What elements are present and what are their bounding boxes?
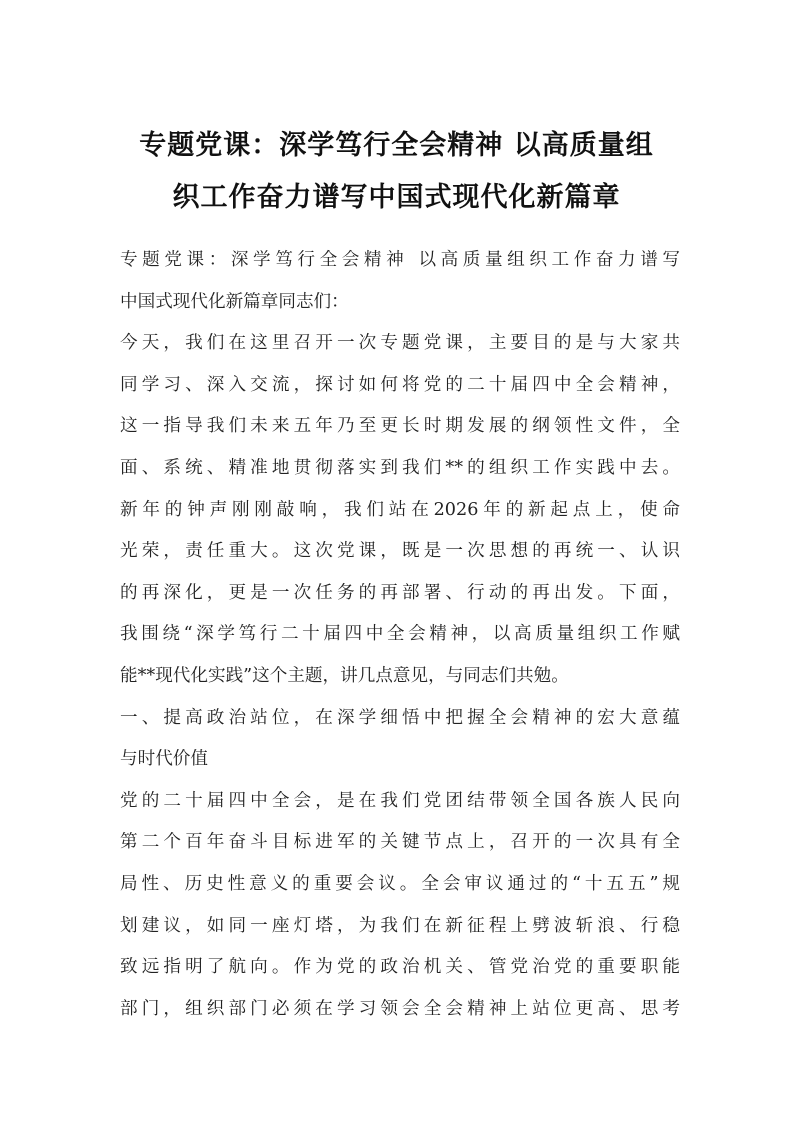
body-line: 的再深化，更是一次任务的再部署、行动的再出发。下面， — [120, 582, 680, 603]
body-line: 今天，我们在这里召开一次专题党课，主要目的是与大家共 — [120, 333, 680, 354]
title-line: 织工作奋力谱写中国式现代化新篇章 — [172, 182, 621, 213]
body-line: 我围绕“深学笃行二十届四中全会精神，以高质量组织工作赋 — [120, 624, 680, 645]
body-line: 第二个百年奋斗目标进军的关键节点上，召开的一次具有全 — [120, 832, 680, 853]
section-heading-line: 与时代价值 — [120, 749, 208, 770]
body-line: 这一指导我们未来五年乃至更长时期发展的纲领性文件，全 — [120, 416, 680, 437]
body-line: 能**现代化实践”这个主题，讲几点意见，与同志们共勉。 — [120, 665, 569, 686]
body-line: 部门，组织部门必须在学习领会全会精神上站位更高、思考 — [120, 998, 680, 1019]
body-line: 划建议，如同一座灯塔，为我们在新征程上劈波斩浪、行稳 — [120, 915, 680, 936]
body-line: 党的二十届四中全会，是在我们党团结带领全国各族人民向 — [120, 790, 680, 811]
body-line: 局性、历史性意义的重要会议。全会审议通过的“十五五”规 — [120, 873, 680, 894]
body-line: 专题党课：深学笃行全会精神 以高质量组织工作奋力谱写 — [120, 250, 680, 270]
body-line: 致远指明了航向。作为党的政治机关、管党治党的重要职能 — [120, 957, 680, 978]
title-line: 专题党课：深学笃行全会精神 以高质量组 — [139, 130, 654, 161]
document-body — [120, 240, 680, 1030]
document-title — [80, 120, 713, 224]
body-line: 同学习、深入交流，探讨如何将党的二十届四中全会精神， — [120, 374, 680, 395]
section-heading-line: 一、提高政治站位，在深学细悟中把握全会精神的宏大意蕴 — [120, 707, 680, 728]
body-line: 光荣，责任重大。这次党课，既是一次思想的再统一、认识 — [120, 541, 680, 562]
body-line: 中国式现代化新篇章同志们： — [120, 291, 349, 312]
body-line: 新年的钟声刚刚敲响，我们站在2026年的新起点上，使命 — [120, 499, 680, 520]
body-line: 面、系统、精准地贯彻落实到我们**的组织工作实践中去。 — [120, 457, 680, 478]
